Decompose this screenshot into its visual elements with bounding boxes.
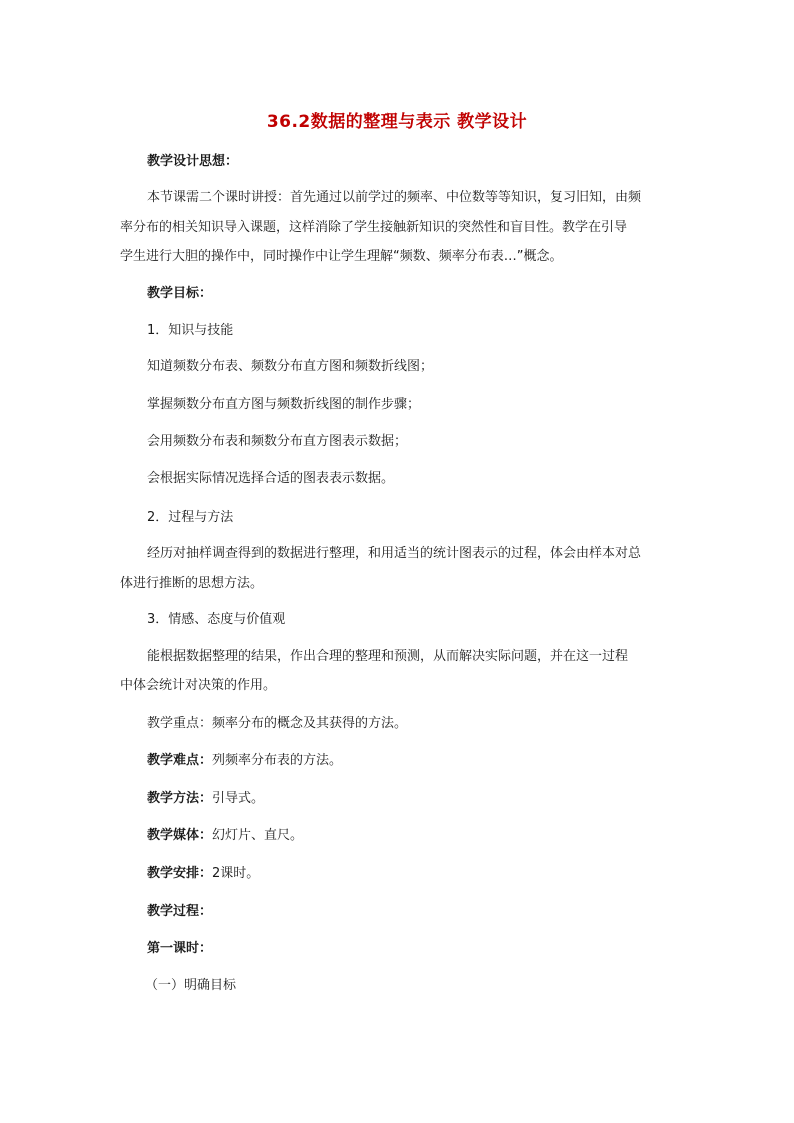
difficulty-row bbox=[147, 751, 342, 771]
goal1-item-4: 会根据实际情况选择合适的图表表示数据。 bbox=[147, 471, 395, 486]
media-value: 幻灯片、直尺。 bbox=[212, 828, 304, 843]
difficulty-label: 教学难点： bbox=[147, 753, 213, 768]
goal1-item-3: 会用频数分布表和频数分布直方图表示数据； bbox=[147, 434, 408, 449]
method-row bbox=[147, 789, 264, 809]
schedule-row bbox=[147, 864, 259, 884]
goal1-item-1: 知道频数分布表、频数分布直方图和频数折线图； bbox=[147, 359, 434, 374]
key-point: 教学重点：频率分布的概念及其获得的方法。 bbox=[147, 716, 408, 731]
goal2-line-1: 经历对抽样调查得到的数据进行整理，和用适当的统计图表示的过程，体会由样本对总 bbox=[147, 546, 642, 561]
media-row bbox=[147, 826, 303, 846]
goal2-heading: 2．过程与方法 bbox=[147, 510, 234, 525]
goal3-line-2: 中体会统计对决策的作用。 bbox=[120, 678, 277, 693]
difficulty-value: 列频率分布表的方法。 bbox=[212, 753, 343, 768]
design-heading: 教学设计思想： bbox=[147, 154, 239, 169]
schedule-label: 教学安排： bbox=[147, 866, 213, 881]
goal1-heading: 1．知识与技能 bbox=[147, 323, 234, 338]
lesson1-heading: 第一课时： bbox=[147, 941, 213, 956]
goals-heading: 教学目标： bbox=[147, 286, 213, 301]
schedule-value: 2课时。 bbox=[212, 866, 260, 881]
design-para-line-3: 学生进行大胆的操作中，同时操作中让学生理解“频数、频率分布表…”概念。 bbox=[120, 249, 563, 264]
process-heading: 教学过程： bbox=[147, 904, 213, 919]
method-label: 教学方法： bbox=[147, 791, 213, 806]
media-label: 教学媒体： bbox=[147, 828, 213, 843]
document-title: 36.2数据的整理与表示 教学设计 bbox=[266, 112, 528, 132]
goal1-item-2: 掌握频数分布直方图与频数折线图的制作步骤； bbox=[147, 397, 421, 412]
design-para-line-1: 本节课需二个课时讲授：首先通过以前学过的频率、中位数等等知识，复习旧知，由频 bbox=[147, 190, 642, 205]
goal3-line-1: 能根据数据整理的结果，作出合理的整理和预测，从而解决实际问题，并在这一过程 bbox=[147, 649, 629, 664]
method-value: 引导式。 bbox=[212, 791, 265, 806]
section1-heading: （一）明确目标 bbox=[145, 978, 237, 993]
goal3-heading: 3．情感、态度与价值观 bbox=[147, 612, 286, 627]
design-para-line-2: 率分布的相关知识导入课题，这样消除了学生接触新知识的突然性和盲目性。教学在引导 bbox=[120, 220, 628, 235]
goal2-line-2: 体进行推断的思想方法。 bbox=[120, 576, 264, 591]
